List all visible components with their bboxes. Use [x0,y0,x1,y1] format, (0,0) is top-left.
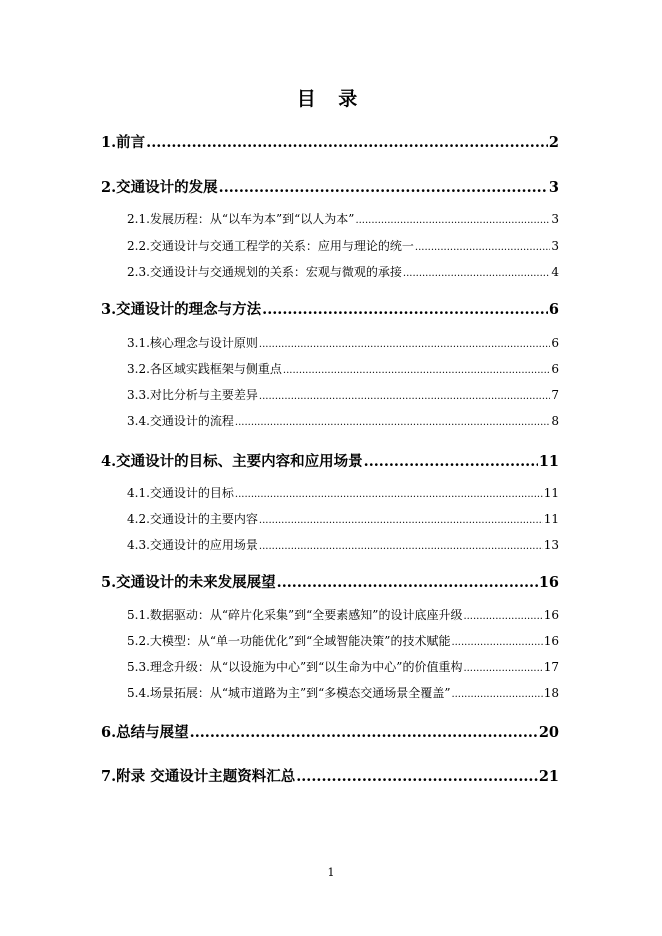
toc-title: 总结与展望 [116,724,189,741]
toc-leader [451,686,542,700]
toc-entry-3-3[interactable] [127,386,559,403]
toc-page-number: 13 [543,538,559,552]
toc-leader [451,634,542,648]
toc-entry-7[interactable] [101,765,559,786]
toc-leader [259,336,550,350]
toc-title: 交通设计的理念与方法 [116,301,262,318]
toc-number: 2.1. [127,212,150,226]
toc-entry-4-1[interactable] [127,484,559,501]
toc-title: 理念升级：从“以设施为中心”到“以生命为中心”的价值重构 [149,660,463,674]
toc-title: 场景拓展：从“城市道路为主”到“多模态交通场景全覆盖” [149,686,451,700]
toc-page-number: 3 [551,239,559,253]
toc-title: 大模型：从“单一功能优化”到“全域智能决策”的技术赋能 [149,634,451,648]
toc-page-number: 7 [551,388,559,402]
toc-entry-4-3[interactable] [127,536,559,553]
toc-page-number: 11 [543,512,559,526]
toc-leader [415,239,550,253]
toc-page-number: 4 [551,265,559,279]
toc-entry-4-2[interactable] [127,510,559,527]
page-number-footer: 1 [327,866,335,879]
toc-title: 交通设计的目标、主要内容和应用场景 [116,453,363,470]
toc-number: 5.4. [127,686,150,700]
toc-leader [262,301,548,318]
toc-leader [259,388,550,402]
toc-page-number: 6 [551,336,559,350]
toc-number: 3.4. [127,414,150,428]
toc-leader [235,414,550,428]
toc-title: 交通设计与交通规划的关系：宏观与微观的承接 [149,265,402,279]
toc-leader [283,362,550,376]
toc-page-number: 16 [543,634,559,648]
toc-number: 4.1. [127,486,150,500]
toc-page-number: 11 [543,486,559,500]
toc-leader [355,212,550,226]
toc-entry-4[interactable] [101,450,559,471]
toc-entry-3[interactable] [101,298,559,319]
toc-page-number: 16 [543,608,559,622]
toc-number: 3.2. [127,362,150,376]
toc-number: 4. [101,453,117,470]
toc-leader [219,179,548,196]
toc-number: 1. [101,134,117,151]
toc-entry-3-1[interactable] [127,334,559,351]
toc-number: 5.3. [127,660,150,674]
toc-leader [364,453,538,470]
toc-title: 交通设计的应用场景 [149,538,258,552]
toc-page-number: 20 [538,724,559,741]
toc-title: 交通设计的发展 [116,179,218,196]
toc-entry-5-3[interactable] [127,658,559,675]
toc-title: 前言 [116,134,146,151]
toc-number: 3.3. [127,388,150,402]
toc-entry-5-1[interactable] [127,606,559,623]
toc-entry-5-2[interactable] [127,632,559,649]
toc-entry-5[interactable] [101,571,559,592]
toc-number: 4.2. [127,512,150,526]
toc-number: 3.1. [127,336,150,350]
toc-leader [259,512,543,526]
toc-number: 2.3. [127,265,150,279]
toc-leader [463,608,542,622]
toc-leader [235,486,543,500]
toc-leader [296,768,538,785]
toc-number: 7. [101,768,117,785]
toc-leader [190,724,538,741]
toc-number: 5.2. [127,634,150,648]
toc-title: 数据驱动：从“碎片化采集”到“全要素感知”的设计底座升级 [149,608,463,622]
toc-page-number: 8 [551,414,559,428]
toc-entry-3-4[interactable] [127,412,559,429]
toc-title: 交通设计与交通工程学的关系：应用与理论的统一 [149,239,414,253]
toc-page-number: 18 [543,686,559,700]
toc-entry-3-2[interactable] [127,360,559,377]
toc-title: 核心理念与设计原则 [149,336,258,350]
toc-entry-2-1[interactable] [127,210,559,227]
toc-entry-2[interactable] [101,176,559,197]
toc-number: 3. [101,301,117,318]
toc-number: 4.3. [127,538,150,552]
toc-leader [463,660,542,674]
toc-title: 交通设计的主要内容 [149,512,258,526]
toc-leader [146,134,548,151]
toc-entry-1[interactable] [101,131,559,152]
toc-entry-2-2[interactable] [127,237,559,254]
toc-title: 各区域实践框架与侧重点 [149,362,282,376]
toc-title: 发展历程：从“以车为本”到“以人为本” [149,212,355,226]
toc-number: 5.1. [127,608,150,622]
toc-entry-2-3[interactable] [127,263,559,280]
toc-number: 5. [101,574,117,591]
toc-page-number: 11 [538,453,559,470]
toc-title: 交通设计的流程 [149,414,234,428]
toc-number: 2. [101,179,117,196]
toc-title: 附录 交通设计主题资料汇总 [116,768,296,785]
toc-number: 2.2. [127,239,150,253]
toc-page-number: 6 [548,301,559,318]
toc-title: 交通设计的未来发展展望 [116,574,276,591]
page-title: 目 录 [296,88,366,110]
toc-number: 6. [101,724,117,741]
toc-leader [259,538,543,552]
toc-page-number: 2 [548,134,559,151]
toc-page-number: 17 [543,660,559,674]
toc-page-number: 6 [551,362,559,376]
toc-leader [277,574,538,591]
toc-page-number: 3 [548,179,559,196]
toc-page-number: 21 [538,768,559,785]
toc-leader [403,265,550,279]
toc-entry-5-4[interactable] [127,684,559,701]
toc-page-number: 3 [551,212,559,226]
toc-page-number: 16 [538,574,559,591]
toc-title: 交通设计的目标 [149,486,234,500]
toc-title: 对比分析与主要差异 [149,388,258,402]
toc-entry-6[interactable] [101,721,559,742]
